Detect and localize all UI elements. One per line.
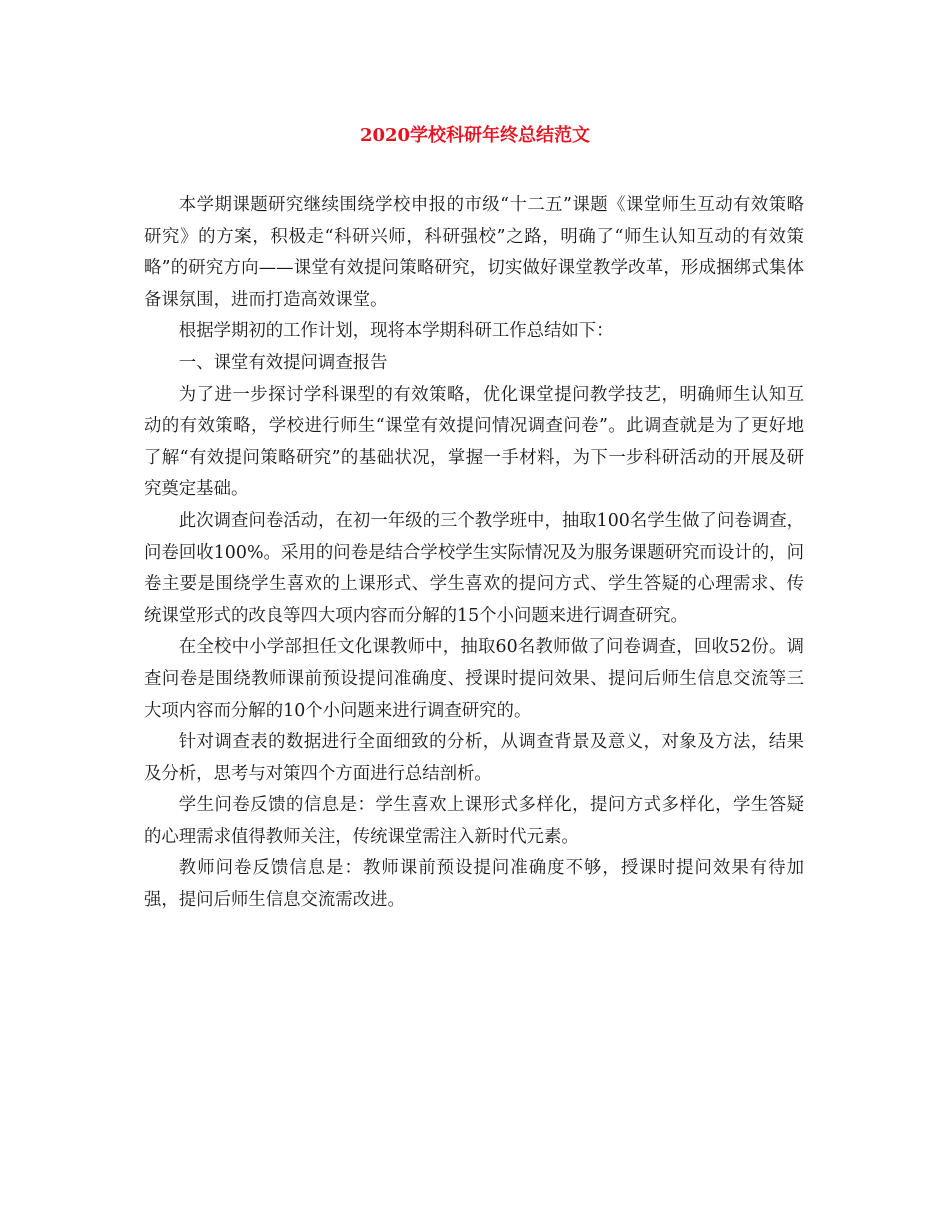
paragraph-plan: 根据学期初的工作计划，现将本学期科研工作总结如下： [178, 321, 614, 342]
document-body [144, 190, 804, 917]
paragraph-intro: 本学期课题研究继续围绕学校申报的市级“十二五”课题《课堂师生互动有效策略研究》的方案，积极走“科研兴师，科研强校”之路，明确了“师生认知互动的有效策略”的研究方向——课堂有效提问策略研究，切实做好课堂教学改革，形成捆绑式集体备课氛围，进而打造高效课堂。 [144, 195, 804, 310]
paragraph-survey-purpose: 为了进一步探讨学科课型的有效策略，优化课堂提问教学技艺，明确师生认知互动的有效策略，学校进行师生“课堂有效提问情况调查问卷”。此调查就是为了更好地了解“有效提问策略研究”的基础状况，掌握一手材料，为下一步科研活动的开展及研究奠定基础。 [144, 384, 804, 500]
paragraph-analysis: 针对调查表的数据进行全面细致的分析，从调查背景及意义，对象及方法，结果及分析，思考与对策四个方面进行总结剖析。 [144, 732, 804, 784]
paragraph-teacher-feedback: 教师问卷反馈信息是：教师课前预设提问准确度不够，授课时提问效果有待加强，提问后师生信息交流需改进。 [144, 858, 804, 911]
section-heading-survey: 一、课堂有效提问调查报告 [178, 352, 388, 373]
document-title: 2020学校科研年终总结范文 [359, 125, 591, 146]
paragraph-student-feedback: 学生问卷反馈的信息是：学生喜欢上课形式多样化，提问方式多样化，学生答疑的心理需求值得教师关注，传统课堂需注入新时代元素。 [144, 795, 804, 847]
paragraph-teacher-survey: 在全校中小学部担任文化课教师中，抽取60名教师做了问卷调查，回收52份。调查问卷是围绕教师课前预设提问准确度、授课时提问效果、提问后师生信息交流等三大项内容而分解的10个小问题来进行调查研究的。 [144, 637, 804, 721]
paragraph-student-survey: 此次调查问卷活动，在初一年级的三个教学班中，抽取100名学生做了问卷调查，问卷回收100%。采用的问卷是结合学校学生实际情况及为服务课题研究而设计的，问卷主要是围绕学生喜欢的上课形式、学生喜欢的提问方式、学生答疑的心理需求、传统课堂形式的改良等四大项内容而分解的15个小问题来进行调查研究。 [144, 510, 804, 626]
